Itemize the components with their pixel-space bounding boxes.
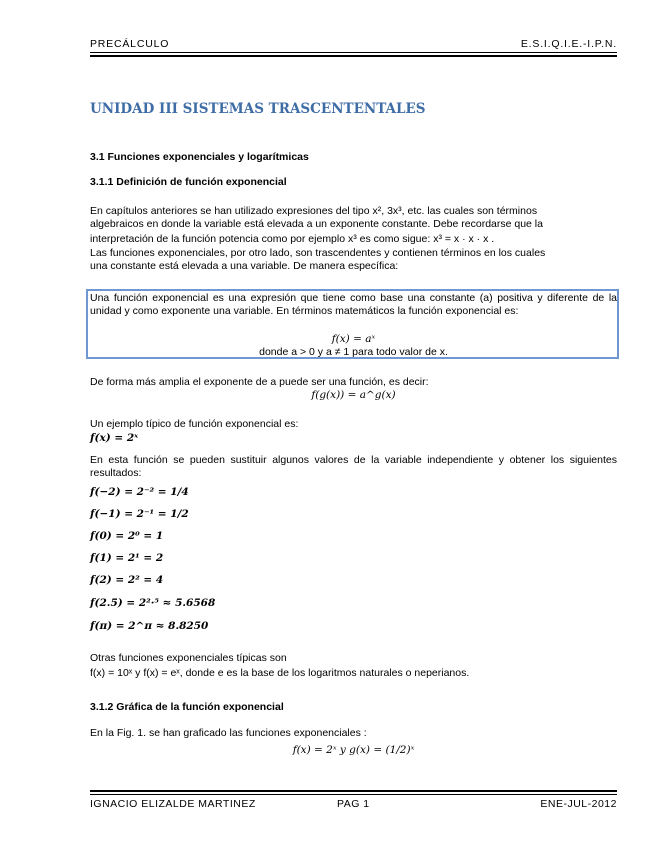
unit-title: UNIDAD III SISTEMAS TRASCENTENTALES bbox=[90, 101, 426, 117]
intro-line-5: una constante está elevada a una variable. De manera específica: bbox=[90, 260, 399, 272]
definition-text: Una función exponencial es una expresión que tiene como base una constante (a) positiva y diferente de la unidad y como exponente una variable. En términos matemáticos la función exponencial es: bbox=[90, 292, 617, 317]
value-row: f(2) = 2² = 4 bbox=[90, 574, 164, 586]
header-rule bbox=[90, 52, 617, 53]
intro-line-2: algebraicos en donde la variable está elevada a un exponente constante. Debe recordarse que la bbox=[90, 218, 543, 230]
section-3-1-heading: 3.1 Funciones exponenciales y logarítmicas bbox=[90, 151, 309, 163]
header-right: E.S.I.Q.I.E.-I.P.N. bbox=[520, 38, 617, 50]
footer-page: PAG 1 bbox=[337, 798, 370, 810]
footer-rule bbox=[90, 794, 617, 795]
intro-line-4: Las funciones exponenciales, por otro lado, son trascendentes y contienen términos en los cuales bbox=[90, 247, 546, 259]
definition-formula: f(x) = aˣ bbox=[331, 333, 376, 345]
section-3-1-1-heading: 3.1.1 Definición de función exponencial bbox=[90, 176, 287, 188]
value-row: f(2.5) = 2²·⁵ ≈ 5.6568 bbox=[90, 597, 216, 609]
value-row: f(0) = 2⁰ = 1 bbox=[90, 530, 164, 542]
value-row: f(−2) = 2⁻² = 1/4 bbox=[90, 486, 189, 498]
footer-date: ENE-JUL-2012 bbox=[540, 798, 617, 810]
graph-intro: En la Fig. 1. se han graficado las funciones exponenciales : bbox=[90, 727, 367, 739]
example-formula: f(x) = 2ˣ bbox=[90, 432, 139, 444]
intro-line-1: En capítulos anteriores se han utilizado expresiones del tipo x², 3x³, etc. las cuales son términos bbox=[90, 205, 538, 217]
example-substitution: En esta función se pueden sustituir algunos valores de la variable independiente y obtener los siguientes resultados: bbox=[90, 454, 617, 479]
graph-formula: f(x) = 2ˣ y g(x) = (1/2)ˣ bbox=[292, 744, 415, 756]
others-intro: Otras funciones exponenciales típicas son bbox=[90, 652, 287, 664]
section-3-1-2-heading: 3.1.2 Gráfica de la función exponencial bbox=[90, 701, 284, 713]
intro-line-3: interpretación de la función potencia como por ejemplo x³ es como sigue: x³ = x · x · x . bbox=[90, 233, 495, 245]
others-line: f(x) = 10ˣ y f(x) = eˣ, donde e es la base de los logaritmos naturales o neperianos. bbox=[90, 667, 470, 679]
general-formula: f(g(x)) = a^g(x) bbox=[311, 389, 396, 401]
footer-author: IGNACIO ELIZALDE MARTINEZ bbox=[90, 798, 256, 810]
value-row: f(π) = 2^π ≈ 8.8250 bbox=[90, 620, 209, 632]
definition-condition: donde a > 0 y a ≠ 1 para todo valor de x. bbox=[259, 346, 448, 358]
value-row: f(−1) = 2⁻¹ = 1/2 bbox=[90, 508, 189, 520]
value-row: f(1) = 2¹ = 2 bbox=[90, 552, 164, 564]
header-left: PRECÁLCULO bbox=[90, 38, 170, 50]
header-rule-thick bbox=[90, 55, 617, 57]
general-text: De forma más amplia el exponente de a puede ser una función, es decir: bbox=[90, 376, 429, 388]
example-intro: Un ejemplo típico de función exponencial es: bbox=[90, 418, 299, 430]
footer-rule-thick bbox=[90, 790, 617, 792]
